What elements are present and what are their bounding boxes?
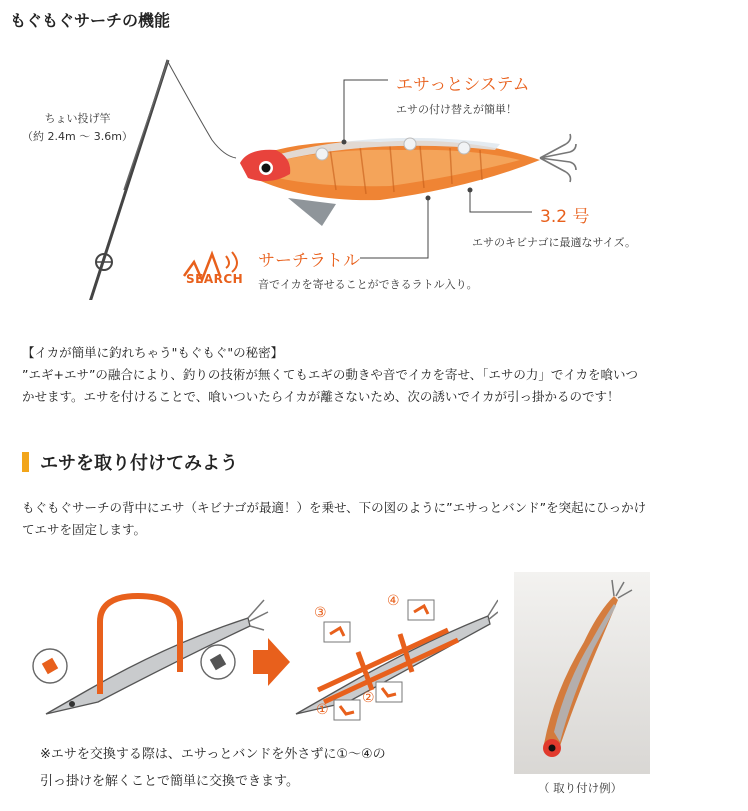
- leader-line-esatto: [344, 80, 388, 142]
- secret-line-1: ”エギ+エサ”の融合により、釣りの技術が無くてもエギの動きや音でイカを寄せ、「エサの力」でイカを喰いつ: [22, 367, 639, 382]
- feature-rattle-desc: 音でイカを寄せることができるラトル入り。: [258, 278, 478, 291]
- instructions-line-2: てエサを固定します。: [22, 522, 147, 537]
- step-box-3: [324, 622, 350, 642]
- secret-heading: 【イカが簡単に釣れちゃう"もぐもぐ"の秘密】: [22, 345, 284, 360]
- arrow-right-icon: [253, 638, 290, 686]
- note-line-2: 引っ掛けを解くことで簡単に交換できます。: [40, 774, 299, 789]
- section-title: エサを取り付けてみよう: [40, 453, 238, 474]
- lure-illustration: [0, 40, 748, 300]
- feature-esatto-title: エサっとシステム: [396, 75, 530, 95]
- instructions-paragraph: [22, 497, 732, 541]
- feature-esatto-desc: エサの付け替えが簡単！: [396, 103, 517, 116]
- rod-label: [22, 110, 133, 146]
- step-number-4: ④: [387, 593, 400, 609]
- section-accent-bar: [22, 452, 29, 472]
- secret-line-2: かせます。エサを付けることで、喰いついたらイカが離さないため、次の誘いでイカが引っ掛かるのです！: [22, 389, 620, 404]
- step-number-2: ②: [362, 690, 375, 706]
- note-line-1: ※エサを交換する際は、エサっとバンドを外さずに①〜④の: [40, 747, 386, 762]
- lure-photo-illustration: [514, 572, 650, 774]
- page-title: もぐもぐサーチの機能: [10, 11, 171, 30]
- step-box-4: [408, 600, 434, 620]
- step-number-3: ③: [314, 605, 327, 621]
- step-box-2: [376, 682, 402, 702]
- rod-length: （約 2.4m 〜 3.6m）: [22, 130, 133, 143]
- search-logo-text: SEARCH: [186, 272, 244, 286]
- hook-detail-right: [201, 645, 235, 679]
- example-photo: [514, 572, 650, 774]
- secret-paragraph: [22, 342, 732, 408]
- leader-line-rattle: [360, 198, 428, 258]
- feature-size-desc: エサのキビナゴに最適なサイズ。: [472, 236, 637, 249]
- exchange-note: [40, 741, 480, 795]
- feature-size-title: 3.2 号: [540, 207, 590, 227]
- attachment-diagram: [28, 582, 498, 732]
- rod-type: ちょい投げ竿: [44, 112, 111, 125]
- feature-rattle-title: サーチラトル: [258, 251, 360, 271]
- step-number-1: ①: [316, 702, 329, 718]
- instructions-line-1: もぐもぐサーチの背中にエサ（キビナゴが最適！）を乗せ、下の図のように”エサっとバンド”を突起にひっかけ: [22, 500, 647, 515]
- leader-line-size: [470, 190, 532, 212]
- hook-detail-left: [33, 649, 67, 683]
- step-box-1: [334, 700, 360, 720]
- photo-caption: （ 取り付け例）: [538, 781, 623, 795]
